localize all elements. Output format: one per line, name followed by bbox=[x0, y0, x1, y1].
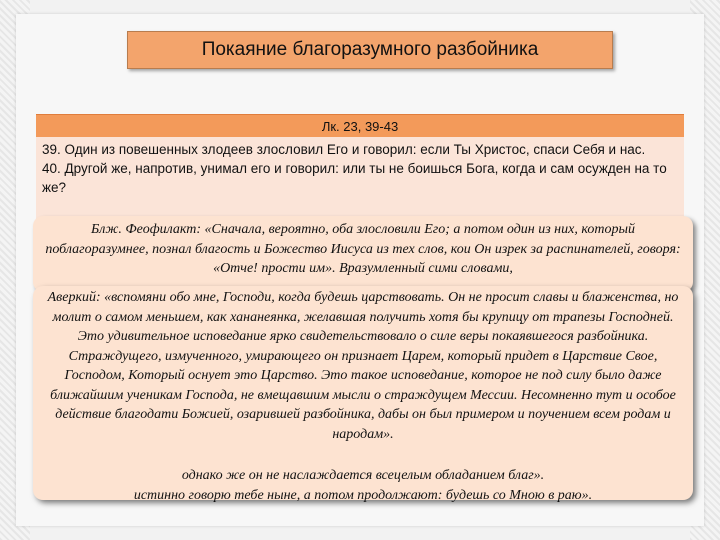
trailing-line-1: однако же он не наслаждается всецелым обладанием благ». bbox=[181, 468, 545, 483]
slide-title-text: Покаяние благоразумного разбойника bbox=[201, 39, 539, 60]
scripture-reference: Лк. 23, 39-43 bbox=[321, 118, 399, 134]
verse-40: 40. Другой же, напротив, унимал его и говорил: или ты не боишься Бога, когда и сам осужден на то же? bbox=[42, 161, 667, 195]
commentary-averky: Аверкий: «вспомяни обо мне, Господи, когда будешь царствовать. Он не просит славы и блаженства, но молит о самом меньшем, как хананеянка, желавшая получить хотя бы крупицу от трапезы Господней. Это удивительное исповедание ярко свидетельствовало о силе веры покаявшегося разбойника. Страждущего, измученного, умирающего он признает Царем, который придет в Царствие Свое, Господом, Который оснует это Царство. Это такое исповедание, которое не под силу было даже ближайшим ученикам Господа, не вмещавшим мысли о страждущем Мессии. Несомненно тут и особое действие благодати Божией, озарившей разбойника, дабы он был примером и поучением всем родам и народам». bbox=[47, 290, 679, 442]
slide-title bbox=[127, 31, 613, 69]
commentary-theophylact: Блж. Феофилакт: «Сначала, вероятно, оба злословили Его; а потом один из них, который поблагоразумнее, познал благость и Божество Иисуса из тех слов, кои Он изрек за распинателей, говоря: «Отче! прости им». Вразумленный сими словами, bbox=[45, 222, 681, 276]
trailing-line-2: истинно говорю тебе ныне, а потом продолжают: будешь со Мною в раю». bbox=[133, 488, 593, 503]
scripture-reference-bar bbox=[36, 114, 684, 138]
verse-text-block bbox=[42, 140, 678, 197]
verse-39: 39. Один из повешенных злодеев злословил Его и говорил: если Ты Христос, спаси Себя и нас. bbox=[42, 142, 646, 157]
